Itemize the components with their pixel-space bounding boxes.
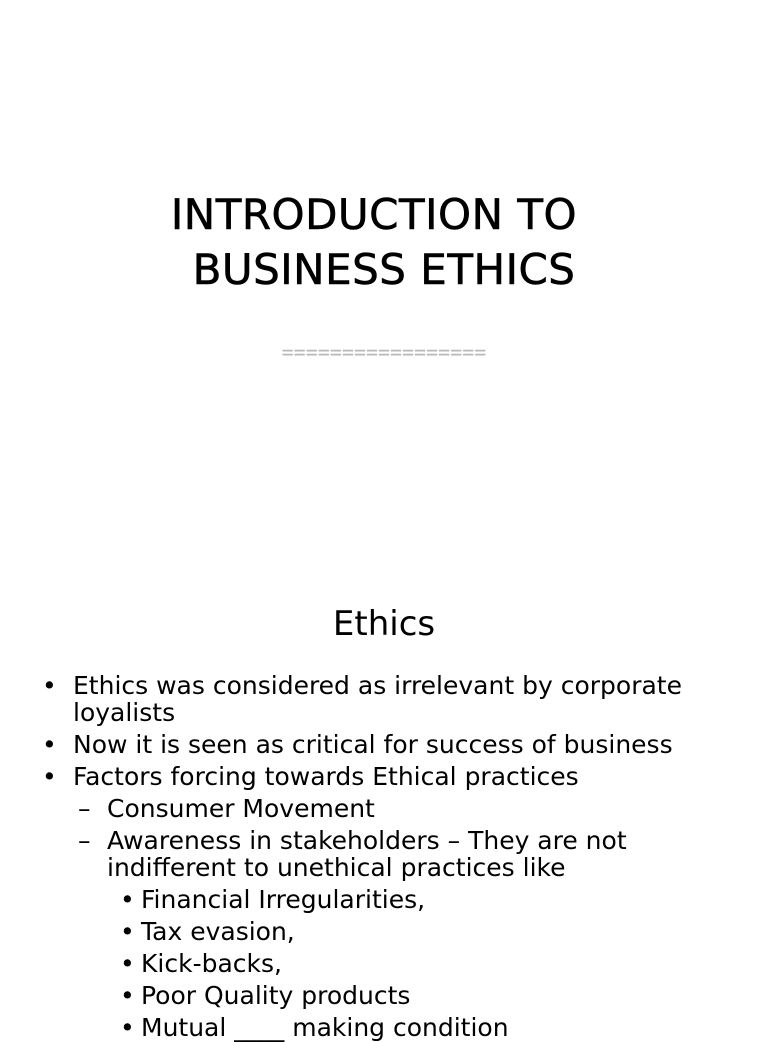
bullet-text: Kick-backs, [141, 949, 282, 978]
bullet-text: Factors forcing towards Ethical practices [73, 762, 579, 791]
sub-sub-bullet-item [0, 982, 768, 1009]
bullet-list [0, 672, 768, 1041]
title-line-2: BUSINESS ETHICS [192, 245, 576, 294]
dash-marker: – [78, 794, 91, 823]
bullet-marker: • [42, 671, 57, 700]
bullet-text: Awareness in stakeholders – They are not [107, 826, 627, 855]
bullet-marker: • [42, 730, 57, 759]
bullet-text: Tax evasion, [141, 917, 295, 946]
sub-sub-bullet-item [0, 918, 768, 945]
bullet-item-continuation [0, 699, 768, 726]
bullet-text: Mutual ____ making condition [141, 1013, 509, 1042]
bullet-item [0, 731, 768, 758]
sub-sub-bullet-item [0, 1014, 768, 1041]
bullet-text: indifferent to unethical practices like [107, 853, 566, 882]
bullet-text: Now it is seen as critical for success of business [73, 730, 673, 759]
bullet-text: loyalists [73, 698, 176, 727]
sub-bullet-item [0, 827, 768, 854]
bullet-marker: • [120, 981, 135, 1010]
ethics-slide [0, 576, 768, 1042]
sub-bullet-item [0, 795, 768, 822]
bullet-text: Ethics was considered as irrelevant by corporate [73, 671, 682, 700]
bullet-text: Poor Quality products [141, 981, 411, 1010]
bullet-item [0, 763, 768, 790]
bullet-marker: • [120, 949, 135, 978]
slide-title: Ethics [332, 604, 436, 644]
bullet-marker: • [120, 1013, 135, 1042]
bullet-marker: • [120, 917, 135, 946]
bullet-marker: • [120, 885, 135, 914]
bullet-marker: • [42, 762, 57, 791]
separator-line: ================= [281, 340, 487, 364]
title-line-1: INTRODUCTION TO [170, 190, 578, 239]
bullet-text: Consumer Movement [107, 794, 375, 823]
bullet-item [0, 672, 768, 699]
sub-sub-bullet-item [0, 886, 768, 913]
sub-sub-bullet-item [0, 950, 768, 977]
sub-bullet-item-continuation [0, 854, 768, 881]
bullet-text: Financial Irregularities, [141, 885, 426, 914]
dash-marker: – [78, 826, 91, 855]
